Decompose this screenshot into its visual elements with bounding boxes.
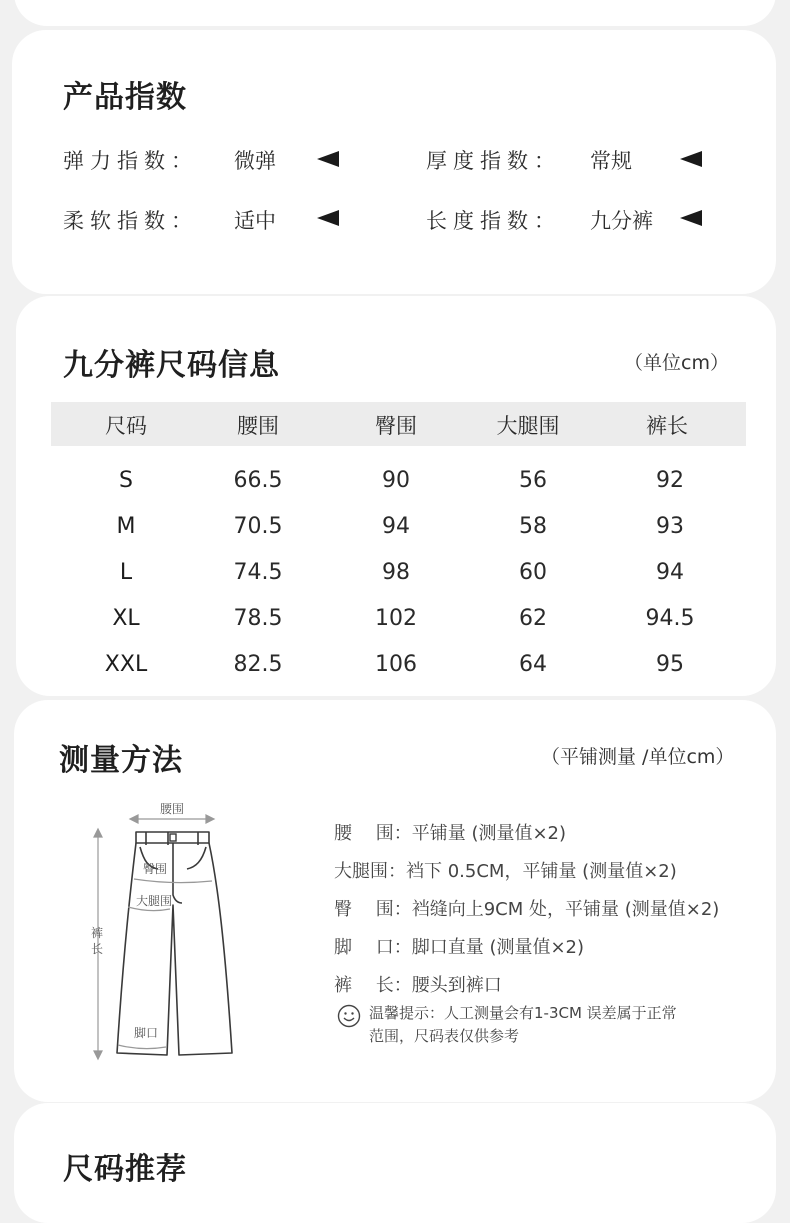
table-cell: 90	[382, 468, 410, 493]
length-arrow-icon	[680, 210, 702, 226]
pants-diagram	[80, 795, 250, 1065]
elasticity-arrow-icon	[317, 151, 339, 167]
diagram-hem-label: 脚口	[134, 1026, 159, 1040]
table-cell: XL	[112, 606, 140, 631]
table-cell: M	[116, 514, 136, 539]
product-index-title: 产品指数	[63, 80, 187, 115]
table-cell: 64	[519, 652, 547, 677]
measure-thigh-line: 大腿围：裆下 0.5CM，平铺量 (测量值×2)	[334, 861, 677, 882]
recommend-title: 尺码推荐	[63, 1152, 187, 1187]
table-cell: 74.5	[233, 560, 283, 585]
tip-line-2: 范围，尺码表仅供参考	[369, 1027, 520, 1045]
table-cell: 94	[656, 560, 684, 585]
header-hip: 臀围	[375, 414, 417, 438]
table-cell: 94.5	[645, 606, 695, 631]
header-waist: 腰围	[237, 414, 279, 438]
table-cell: 58	[519, 514, 547, 539]
table-cell: S	[119, 468, 133, 493]
elasticity-label: 弹力指数：	[63, 149, 198, 173]
thickness-arrow-icon	[680, 151, 702, 167]
diagram-hip-label: 臀围	[143, 862, 168, 876]
table-cell: 66.5	[233, 468, 283, 493]
top-card-edge	[14, 0, 776, 26]
elasticity-value: 微弹	[234, 149, 276, 173]
table-cell: 82.5	[233, 652, 283, 677]
diagram-thigh-label: 大腿围	[136, 894, 173, 908]
softness-label: 柔软指数：	[63, 209, 198, 233]
thickness-value: 常规	[590, 149, 632, 173]
table-cell: 62	[519, 606, 547, 631]
length-label: 长度指数：	[426, 209, 561, 233]
header-length: 裤长	[646, 414, 688, 438]
table-cell: 70.5	[233, 514, 283, 539]
diagram-waist-label: 腰围	[160, 802, 185, 816]
table-cell: 60	[519, 560, 547, 585]
table-cell: 94	[382, 514, 410, 539]
table-cell: 78.5	[233, 606, 283, 631]
table-cell: 92	[656, 468, 684, 493]
thickness-label: 厚度指数：	[426, 149, 561, 173]
measure-hem-line: 脚 口：脚口直量 (测量值×2)	[334, 937, 585, 958]
table-cell: 93	[656, 514, 684, 539]
diagram-length-label-2: 长	[91, 942, 104, 956]
measure-title: 测量方法	[59, 743, 183, 778]
size-info-title: 九分裤尺码信息	[63, 348, 280, 383]
measure-hip-line: 臀 围：裆缝向上9CM 处，平铺量 (测量值×2)	[334, 899, 720, 920]
table-cell: 106	[375, 652, 417, 677]
length-value: 九分裤	[590, 209, 653, 233]
size-info-unit: （单位cm）	[624, 352, 729, 374]
table-cell: L	[119, 560, 133, 585]
smile-icon	[337, 1004, 361, 1028]
header-thigh: 大腿围	[496, 414, 560, 438]
table-cell: 95	[656, 652, 684, 677]
measure-waist-line: 腰 围：平铺量 (测量值×2)	[334, 823, 567, 844]
softness-value: 适中	[234, 209, 276, 233]
table-cell: XXL	[104, 652, 148, 677]
tip-line-1: 温馨提示：人工测量会有1-3CM 误差属于正常	[369, 1004, 677, 1022]
product-index-card	[12, 30, 776, 294]
diagram-length-label-1: 裤	[91, 926, 104, 940]
table-cell: 98	[382, 560, 410, 585]
table-cell: 56	[519, 468, 547, 493]
softness-arrow-icon	[317, 210, 339, 226]
header-size: 尺码	[105, 414, 147, 438]
measure-unit: （平铺测量 /单位cm）	[541, 746, 735, 768]
measure-length-line: 裤 长：腰头到裤口	[334, 975, 502, 996]
table-cell: 102	[375, 606, 417, 631]
